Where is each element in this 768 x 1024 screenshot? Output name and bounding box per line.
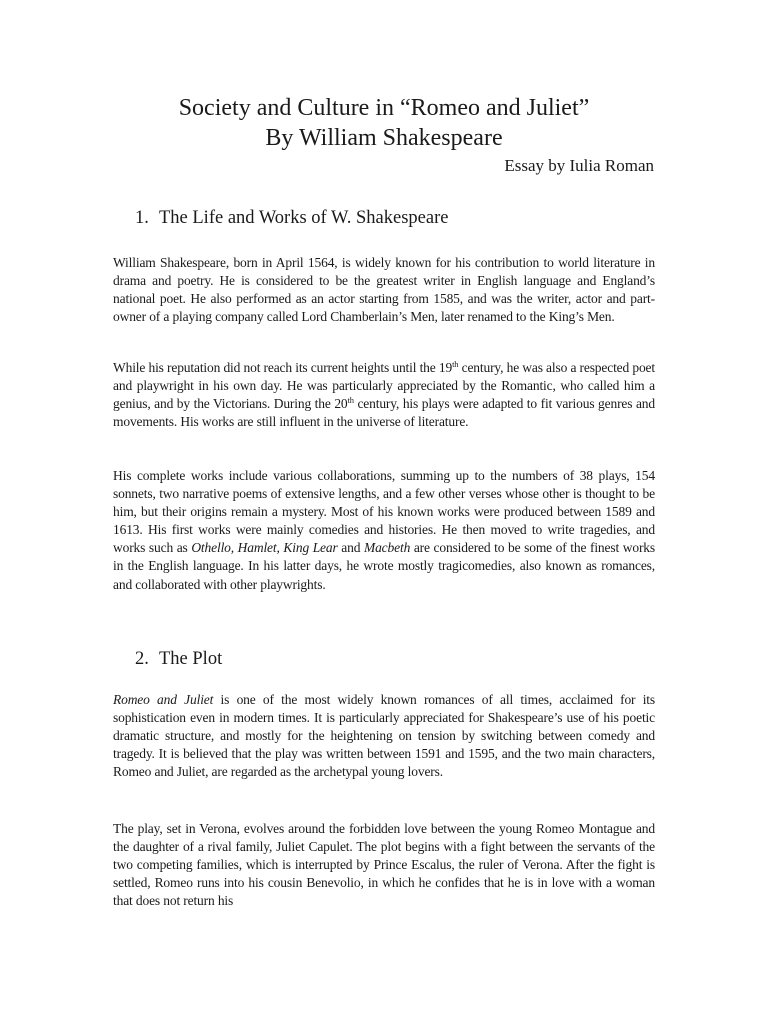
superscript-ordinal: th	[452, 359, 459, 369]
document-title-line-2: By William Shakespeare	[265, 125, 503, 151]
paragraph-text: are considered to be some of the finest works in the English language. In his latter days, he wrote mostly tragicomedies, also known as romances, and collaborated with other playwrights.	[113, 540, 655, 592]
italic-work-title: Macbeth	[363, 540, 411, 556]
paragraph-text: and	[337, 540, 364, 556]
italic-work-titles: Othello, Hamlet, King Lear	[191, 540, 338, 556]
superscript-ordinal: th	[347, 395, 354, 406]
section-1-paragraph-2	[113, 359, 655, 431]
section-1-paragraph-3	[113, 467, 655, 594]
section-1-title: The Life and Works of W. Shakespeare	[159, 208, 449, 228]
paragraph-text: century, he was also a respected poet and playwright in his own day. He was particularly appreciated by the Romantic, who called him a genius, and by the Victorians. During the 20	[113, 360, 656, 412]
paragraph-text: century, his plays were adapted to fit various genres and movements. His works are still influent in the universe of literature.	[113, 396, 655, 430]
italic-play-title: Romeo and Juliet	[113, 692, 214, 707]
section-1-number: 1.	[135, 208, 149, 228]
section-2-title: The Plot	[159, 649, 223, 669]
section-1-paragraph-1: William Shakespeare, born in April 1564, is widely known for his contribution to world literature in drama and poetry. He is considered to be the greatest writer in English language and England’s national poet. He also performed as an actor starting from 1585, and was the writer, actor and part-owner of a playing company called Lord Chamberlain’s Men, later renamed to the King’s Men.	[113, 255, 655, 325]
document-title-line-1: Society and Culture in “Romeo and Juliet”	[178, 95, 590, 121]
section-2-number: 2.	[135, 649, 149, 669]
paragraph-text: While his reputation did not reach its current heights until the 19	[113, 360, 453, 375]
section-2-heading	[135, 647, 222, 671]
section-1-heading	[135, 206, 448, 230]
essay-byline: Essay by Iulia Roman	[504, 156, 654, 175]
paragraph-text: is one of the most widely known romances of all times, acclaimed for its sophistication even in modern times. It is particularly appreciated for Shakespeare’s use of his poetic dramatic structure, and mostly for the heightening on tension by switching between comedy and tragedy. It is believed that the play was written between 1591 and 1595, and the two main characters, Romeo and Juliet, are regarded as the archetypal young lovers.	[113, 692, 656, 780]
section-2-paragraph-1	[113, 691, 655, 781]
paragraph-text: His complete works include various collaborations, summing up to the numbers of 38 plays, 154 sonnets, two narrative poems of extensive lengths, and a few other verses whose other is thought to be him, but their origins remain a mystery. Most of his known works were produced between 1589 and 1613. His first works were mainly comedies and histories. He then moved to write tragedies, and works such as	[113, 468, 655, 556]
section-2-paragraph-2: The play, set in Verona, evolves around the forbidden love between the young Romeo Montague and the daughter of a rival family, Juliet Capulet. The plot begins with a fight between the servants of the two competing families, which is interrupted by Prince Escalus, the ruler of Verona. After the fight is settled, Romeo runs into his cousin Benevolio, in which he confides that he is in love with a woman that does not return his	[113, 821, 655, 909]
